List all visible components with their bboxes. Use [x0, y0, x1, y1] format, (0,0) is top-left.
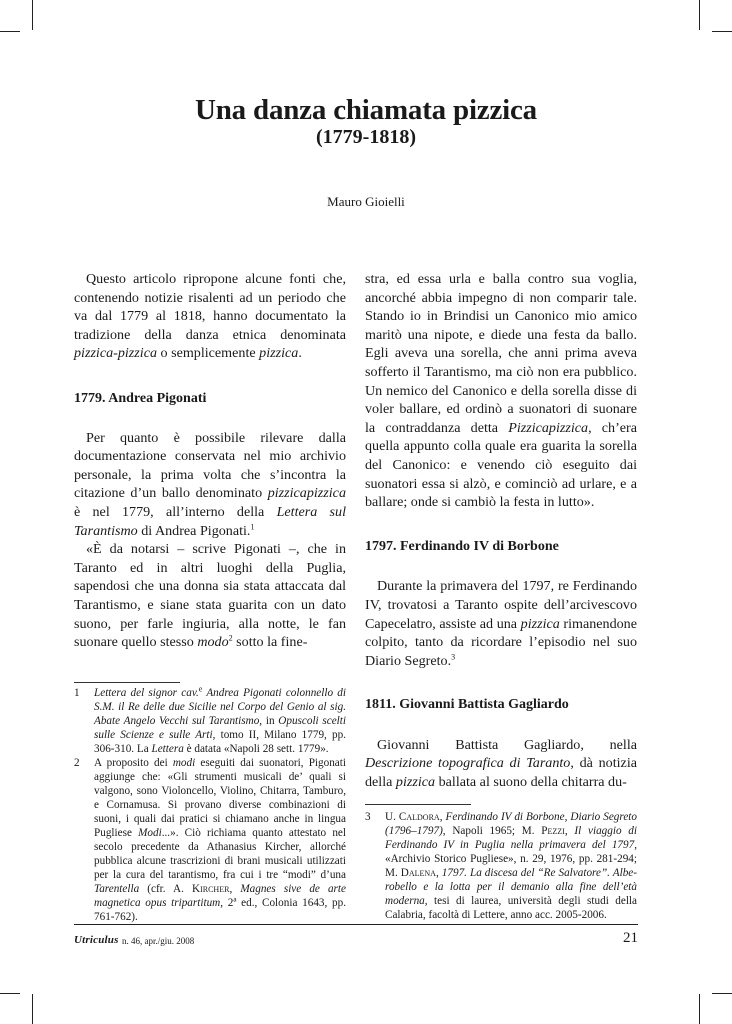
article-title: Una danza chiamata pizzica — [195, 94, 537, 126]
footnote-rule-left — [74, 682, 180, 683]
crop-mark-bottom-right — [699, 994, 700, 1024]
article-author: Mauro Gioielli — [327, 194, 405, 209]
crop-mark-top-right-h — [712, 31, 732, 32]
left-column — [74, 270, 346, 652]
right-column — [365, 270, 637, 792]
footnote-ref-1: 1 — [250, 521, 255, 531]
section-heading-1779: 1779. Andrea Pigonati — [74, 390, 207, 406]
section-heading-1811: 1811. Giovanni Battista Gagliardo — [365, 697, 569, 713]
footnote-ref-3: 3 — [451, 652, 456, 661]
footnote-1: 1 Lettera del signor cav.$^e$ Andrea Pigonati colonnello di S.M. il Re delle due Sicilie nel Corpo del Genio al sig. Abate Angelo Vecchi sul Tarantismo, in Opuscoli scelti sulle Scienze e sulle Arti, tomo II, Milano 1779, pp. 306-310. La Lettera è datata «Napoli 28 sett. 1779». — [74, 684, 346, 755]
crop-mark-top-left-h — [0, 31, 20, 32]
footnote-ref-2: 2 — [228, 633, 233, 643]
footer-rule — [74, 924, 638, 925]
footnote-3: 3 U. Caldora, Ferdinando IV di Borbone, Diario Segreto (1796–1797), Napoli 1965; M. Pezzi, Il viaggio di Ferdinando IV in Puglia nella primavera del 1797, «Archivio Storico Pugliese», n. 29, 1976, pp. 281-294; M. Dalena, 1797. La discesa del “Re Salvatore”. Albe-robello e la lotta per il demanio alla fine dell’età moderna, tesi di laurea, università degli studi della Calabria, facoltà di Lettere, anno acc. 2005-2006. — [365, 811, 638, 921]
intro-paragraph: Questo articolo ripropone alcune fonti che, contenendo notizie risalenti ad un periodo che va dal 1779 al 1818, hanno documentato la tradizione della danza etnica denominata pizzica-pizzica o semplicemente pizzica. — [74, 271, 346, 362]
crop-mark-bottom-right-h — [712, 993, 732, 994]
footnote-number: 2 — [74, 757, 80, 769]
crop-mark-top-left — [32, 0, 33, 30]
body-paragraph: Durante la primavera del 1797, re Ferdinando IV, trovatosi a Taranto ospite dell’arcivescovo Capecelatro, assiste ad una pizzica rimanendone colpito, tanto da ricordare l’episodio nel suo Diario Segreto.$^3$ — [365, 578, 637, 669]
footnote-rule-right — [365, 804, 471, 805]
body-paragraph: «È da notarsi – scrive Pigonati –, che in Taranto ed in altri luoghi della Puglia, sapendosi che una donna sia stata attaccata dal Tarantismo, e siane stata guarita con un dato suono, per farle ingiuria, alla notte, le fan suonare quello stesso modo$^2$ sotto la fine- — [74, 541, 346, 651]
body-paragraph: Giovanni Battista Gagliardo, nella Descrizione topografica di Taranto, dà notizia della pizzica ballata al suono della chitarra du- — [365, 736, 637, 791]
crop-mark-top-right — [699, 0, 700, 30]
page-number: 21 — [623, 930, 638, 946]
issue-info: n. 46, apr./giu. 2008 — [122, 936, 195, 946]
section-heading-1797: 1797. Ferdinando IV di Borbone — [365, 538, 559, 554]
footnote-number: 1 — [74, 687, 80, 699]
article-subtitle: (1779-1818) — [316, 126, 416, 148]
journal-logo: Utriculus — [74, 934, 119, 946]
body-paragraph: Per quanto è possibile rilevare dalla documentazione conservata nel mio archivio personale, la prima volta che s’incontra la citazione d’un ballo denominato pizzicapizzica è nel 1779, all’interno della Lettera sul Tarantismo di Andrea Pigonati.$^1$ — [74, 429, 346, 539]
footnote-2: 2 A proposito dei modi eseguiti dai suonatori, Pigonati aggiunge che: «Gli strumenti musicali de’ quali si valgono, sono Violoncello, Violino, Chitarra, Tamburo, e Cornamusa. Si provano diverse combinazioni di suoni, i quali dai pratici si chiamano anche in lingua Pugliese Modi...». Ciò richiama quanto attestato nel secolo precedente da Athanasius Kircher, allorché pubblica alcune trascrizioni di brani musicali utilizzati per la cura del tarantismo, fra cui i tre “modi” d’una Tarentella (cfr. A. Kircher, Magnes sive de arte magnetica opus tripartitum, 2ª ed., Colonia 1643, pp. 761-762). — [74, 757, 346, 923]
footnote-number: 3 — [365, 811, 371, 823]
crop-mark-bottom-left-h — [0, 993, 20, 994]
crop-mark-bottom-left — [32, 994, 33, 1024]
body-paragraph: stra, ed essa urla e balla contro sua voglia, ancorché abbia impegno di non comparir tale. Stando io in Brindisi un Canonico mio amico maritò una nipote, e diede una festa da ballo. Egli aveva una sorella, che anni prima aveva sofferto il Tarantismo, ma ciò non era pubblico. Un nemico del Canonico e della sorella disse di voler ballare, ed ordinò a suonatori di suonare la contraddanza detta Pizzicapizzica, ch’era quella appunto colla quale era guarita la sorella del Canonico: e venendo ciò eseguito dai suonatori essa si alzò, e cominciò ad urlare, e a ballare; onde si cambiò la festa in lutto». — [365, 271, 637, 511]
